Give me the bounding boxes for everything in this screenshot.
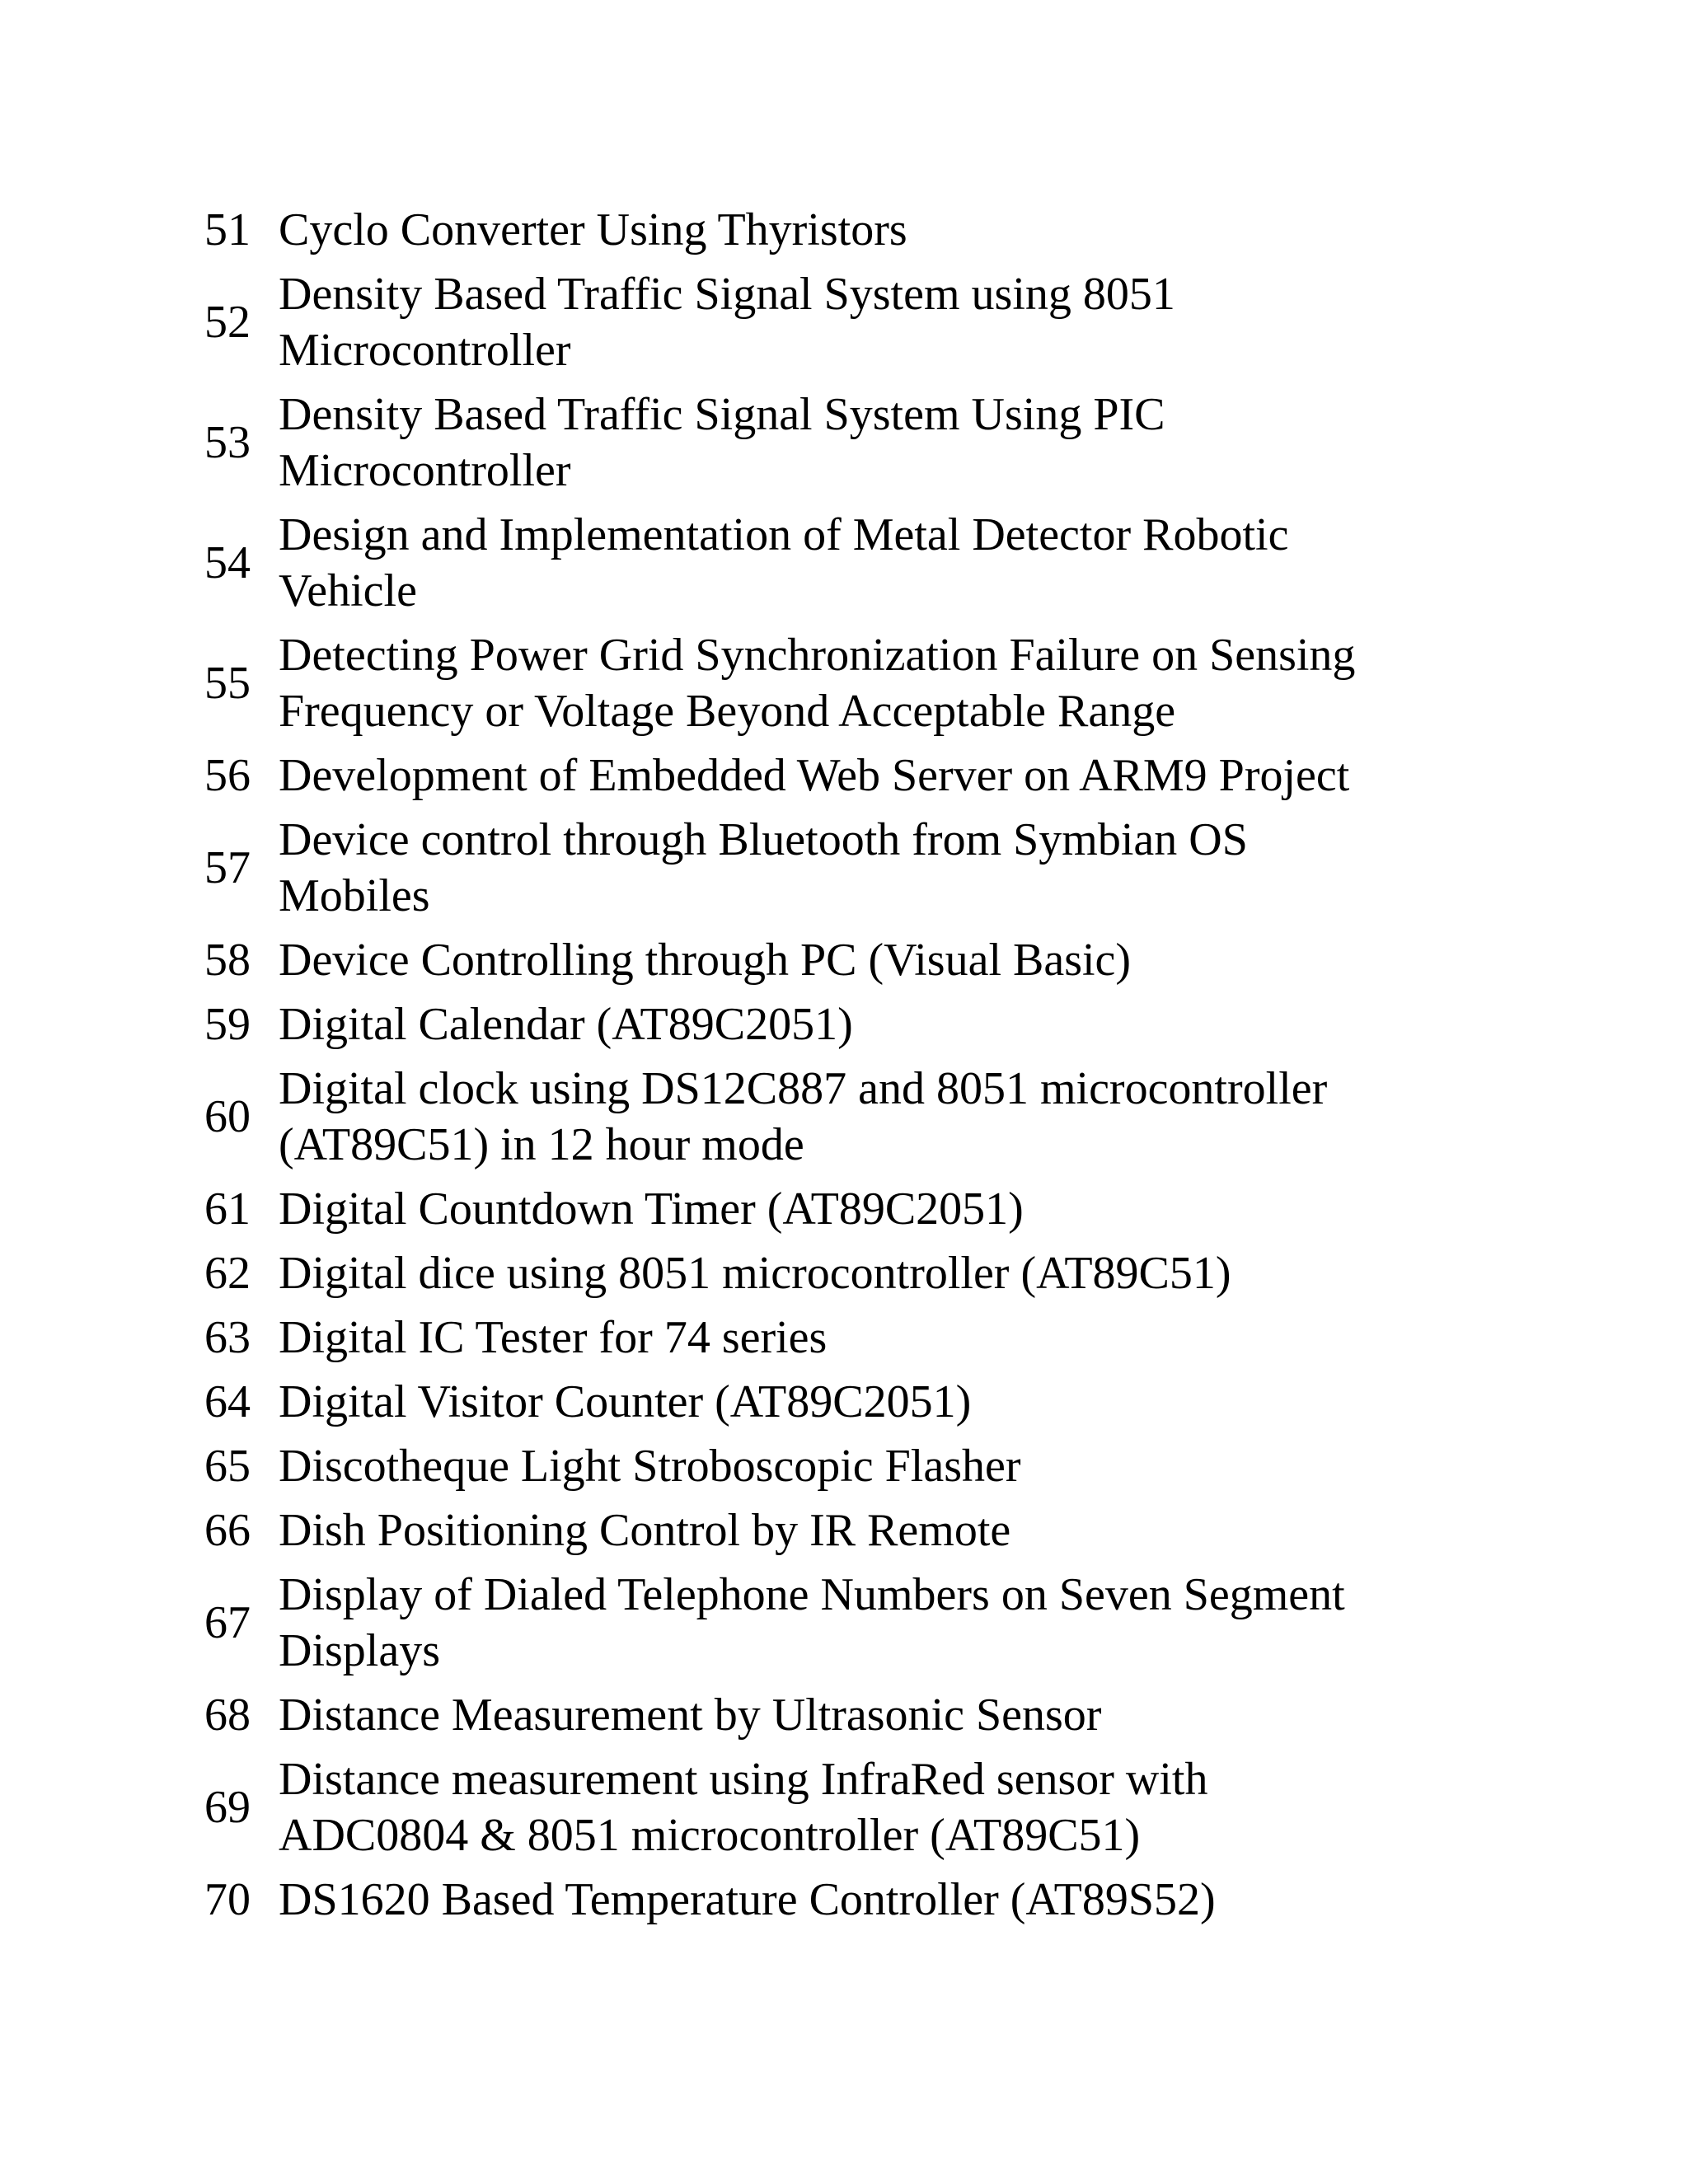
item-title: Development of Embedded Web Server on ARM9 Project [279,750,1350,801]
item-title: Distance Measurement by Ultrasonic Sensor [279,1690,1102,1741]
list-item [204,1872,1441,1928]
item-title: Density Based Traffic Signal System Using PIC Microcontroller [279,389,1165,496]
item-number: 54 [204,537,251,588]
list-item [204,1061,1441,1173]
list-item [204,202,1441,258]
item-number: 59 [204,999,251,1050]
item-number: 62 [204,1248,251,1299]
item-title: Design and Implementation of Metal Detector Robotic Vehicle [279,509,1289,616]
list-item [204,1310,1441,1366]
list-item [204,387,1441,499]
item-number: 65 [204,1441,251,1492]
list-item [204,1687,1441,1743]
item-number: 64 [204,1376,251,1427]
item-title: DS1620 Based Temperature Controller (AT89S52) [279,1874,1216,1925]
list-item [204,812,1441,924]
list-item [204,748,1441,804]
project-list [204,202,1441,1936]
item-number: 55 [204,658,251,709]
item-number: 58 [204,935,251,986]
item-title: Digital Countdown Timer (AT89C2051) [279,1183,1024,1235]
list-item [204,1567,1441,1679]
item-number: 70 [204,1874,251,1925]
list-item [204,1502,1441,1558]
item-number: 52 [204,297,251,348]
item-number: 68 [204,1690,251,1741]
item-title: Digital dice using 8051 microcontroller (AT89C51) [279,1248,1231,1299]
item-title: Dish Positioning Control by IR Remote [279,1505,1011,1556]
item-title: Distance measurement using InfraRed sensor with ADC0804 & 8051 microcontroller (AT89C51) [279,1754,1208,1861]
list-item [204,1245,1441,1301]
item-title: Cyclo Converter Using Thyristors [279,204,907,255]
item-title: Detecting Power Grid Synchronization Failure on Sensing Frequency or Voltage Beyond Acceptable Range [279,630,1356,737]
list-item [204,627,1441,739]
list-item [204,1751,1441,1863]
list-item [204,1438,1441,1494]
item-title: Device Controlling through PC (Visual Basic) [279,935,1132,986]
list-item [204,1181,1441,1237]
item-number: 51 [204,204,251,255]
item-title: Density Based Traffic Signal System using 8051 Microcontroller [279,269,1175,376]
item-number: 69 [204,1782,251,1833]
item-number: 53 [204,417,251,468]
item-title: Discotheque Light Stroboscopic Flasher [279,1441,1021,1492]
item-number: 63 [204,1312,251,1363]
item-title: Device control through Bluetooth from Symbian OS Mobiles [279,814,1248,921]
item-number: 60 [204,1091,251,1142]
list-item [204,932,1441,988]
item-title: Digital Visitor Counter (AT89C2051) [279,1376,972,1427]
item-number: 56 [204,750,251,801]
list-item [204,996,1441,1052]
item-title: Digital clock using DS12C887 and 8051 microcontroller (AT89C51) in 12 hour mode [279,1063,1328,1170]
item-number: 66 [204,1505,251,1556]
list-item [204,1374,1441,1430]
item-number: 61 [204,1183,251,1235]
item-number: 67 [204,1597,251,1648]
item-number: 57 [204,842,251,893]
list-item [204,507,1441,619]
list-item [204,266,1441,378]
item-title: Digital IC Tester for 74 series [279,1312,828,1363]
item-title: Display of Dialed Telephone Numbers on Seven Segment Displays [279,1569,1345,1676]
item-title: Digital Calendar (AT89C2051) [279,999,853,1050]
